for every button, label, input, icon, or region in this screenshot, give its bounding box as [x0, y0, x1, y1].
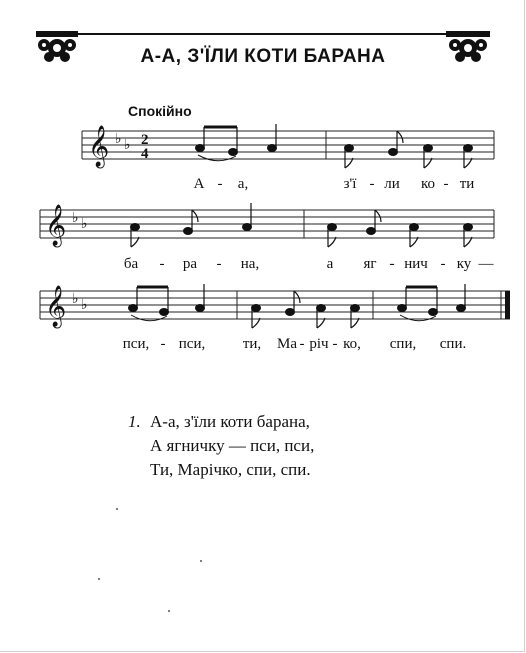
lyric-syllable: річ	[309, 336, 329, 352]
flat-icon: ♭	[124, 137, 131, 153]
treble-clef-icon: 𝄞	[45, 286, 67, 327]
lyric-syllable: спи,	[389, 336, 417, 352]
verse-block	[128, 410, 315, 482]
lyric-syllable: пси,	[122, 336, 150, 352]
time-signature-top: 2	[141, 132, 149, 148]
treble-clef-icon: 𝄞	[88, 126, 110, 167]
verse-number: 1.	[128, 412, 141, 431]
flat-icon: ♭	[72, 291, 79, 307]
lyric-syllable: ти,	[242, 336, 262, 352]
lyric-syllable: ти	[459, 176, 475, 192]
staff-system-3	[40, 291, 510, 319]
lyric-syllable: ко	[420, 176, 436, 192]
lyrics-system-1	[0, 176, 526, 196]
print-speck	[168, 610, 170, 612]
flat-icon: ♭	[72, 210, 79, 226]
flat-icon: ♭	[81, 216, 88, 232]
lyric-syllable: пси,	[178, 336, 206, 352]
lyric-syllable: -	[440, 256, 446, 272]
verse-line: А-а, з'їли коти барана,	[150, 412, 310, 431]
flat-icon: ♭	[81, 297, 88, 313]
treble-clef-icon: 𝄞	[45, 205, 67, 246]
lyric-syllable: -	[332, 336, 338, 352]
lyric-syllable: -	[217, 176, 223, 192]
lyric-syllable: -	[369, 176, 375, 192]
lyric-syllable: спи.	[439, 336, 467, 352]
lyric-syllable: ку	[456, 256, 472, 272]
lyric-syllable: з'ї	[343, 176, 357, 192]
lyric-syllable: -	[216, 256, 222, 272]
verse-line: А ягничку — пси, пси,	[150, 436, 315, 455]
lyric-syllable: -	[389, 256, 395, 272]
lyric-syllable: яг	[363, 256, 377, 272]
lyric-syllable: ко,	[343, 336, 361, 352]
lyric-syllable: -	[160, 336, 166, 352]
lyric-syllable: ба	[123, 256, 139, 272]
lyric-syllable: ли	[384, 176, 400, 192]
lyric-syllable: нич	[404, 256, 428, 272]
print-speck	[200, 560, 202, 562]
lyric-syllable: на,	[240, 256, 260, 272]
lyric-syllable: Ма	[277, 336, 297, 352]
lyric-syllable: ра	[182, 256, 198, 272]
lyric-syllable: —	[478, 256, 494, 272]
lyrics-system-3	[0, 336, 526, 356]
lyric-syllable: а,	[237, 176, 249, 192]
verse-line: Ти, Марічко, спи, спи.	[150, 460, 311, 479]
lyric-syllable: а	[326, 256, 334, 272]
lyric-syllable: -	[443, 176, 449, 192]
lyric-syllable: А	[193, 176, 205, 192]
tempo-marking: Спокійно	[128, 103, 192, 119]
song-title: А-А, З'ЇЛИ КОТИ БАРАНА	[140, 46, 386, 67]
flat-icon: ♭	[115, 131, 122, 147]
final-barline	[505, 291, 510, 319]
time-signature-bottom: 4	[141, 146, 149, 162]
print-speck	[116, 508, 118, 510]
lyrics-system-2	[0, 256, 526, 276]
lyric-syllable: -	[159, 256, 165, 272]
staff-system-2	[40, 210, 494, 238]
print-speck	[98, 578, 100, 580]
lyric-syllable: -	[299, 336, 305, 352]
